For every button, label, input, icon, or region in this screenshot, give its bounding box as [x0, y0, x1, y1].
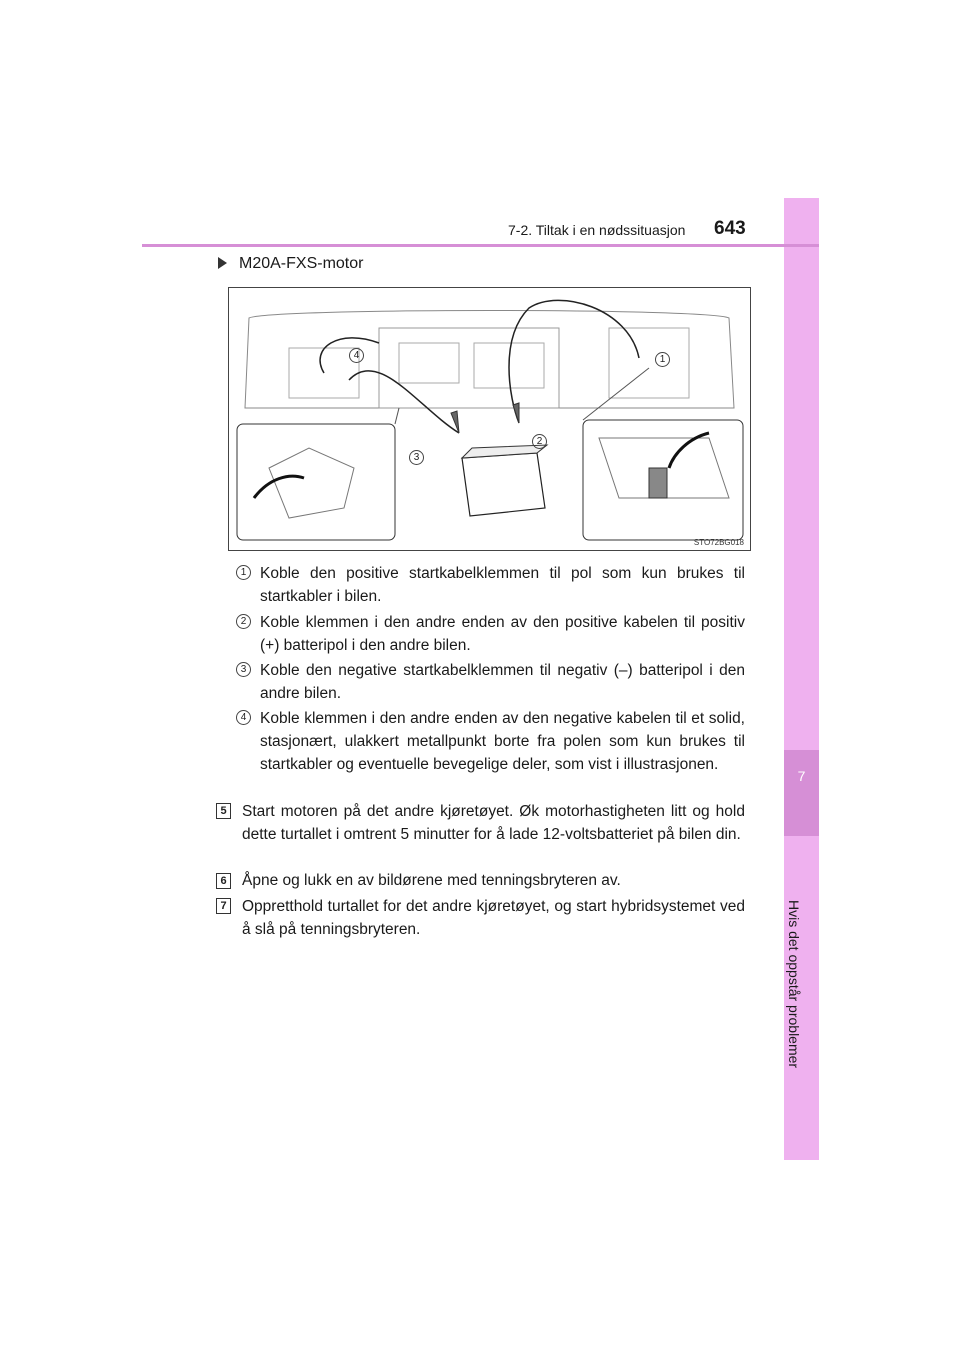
step-7-marker: 7 — [216, 898, 231, 914]
chapter-title: Hvis det oppstår problemer — [786, 900, 802, 1069]
step-5-text: Start motoren på det andre kjøretøyet. Øk motorhastigheten litt og hold dette turtallet i omtrent 5 minutter for å lade 12-voltsbatteriet på bilen din. — [242, 803, 745, 843]
callout-3: 3 — [409, 450, 424, 465]
substep-1-text: Koble den positive startkabelklemmen til pol som kun brukes til startkabler i bilen. — [260, 565, 745, 605]
step-6-text: Åpne og lukk en av bildørene med tenningsbryteren av. — [242, 872, 621, 889]
engine-bay-drawing — [229, 288, 750, 550]
engine-subheading-text: M20A-FXS-motor — [239, 255, 364, 272]
substep-2-text: Koble klemmen i den andre enden av den positive kabelen til positiv (+) batteripol i den andre bilen. — [260, 614, 745, 654]
substep-3-marker: 3 — [236, 662, 251, 677]
page-number: 643 — [714, 218, 746, 239]
substep-1-marker: 1 — [236, 565, 251, 580]
callout-1: 1 — [655, 352, 670, 367]
step-5-marker: 5 — [216, 803, 231, 819]
engine-subheading — [218, 255, 363, 273]
chapter-number: 7 — [797, 768, 806, 784]
substep-4-marker: 4 — [236, 710, 251, 725]
header-rule — [142, 244, 819, 247]
step-7-text: Oppretthold turtallet for det andre kjøretøyet, og start hybridsystemet ved å slå på tenningsbryteren. — [242, 898, 745, 938]
figure-code: STO72BG018 — [693, 538, 744, 547]
header-section-title: 7-2. Tiltak i en nødssituasjon — [508, 222, 686, 238]
substep-4-text: Koble klemmen i den andre enden av den negative kabelen til et solid, stasjonært, ulakkert metallpunkt borte fra polen som kun brukes til startkabler og eventuelle bevegelige deler, som vist i illustrasjonen. — [260, 710, 745, 773]
step-6-marker: 6 — [216, 873, 231, 889]
jump-start-illustration — [228, 287, 751, 551]
callout-4: 4 — [349, 348, 364, 363]
callout-2: 2 — [532, 434, 547, 449]
triangle-bullet-icon — [218, 257, 227, 269]
substep-2-marker: 2 — [236, 614, 251, 629]
substep-3-text: Koble den negative startkabelklemmen til negativ (–) batteripol i den andre bilen. — [260, 662, 745, 702]
chapter-number-block — [784, 750, 819, 836]
